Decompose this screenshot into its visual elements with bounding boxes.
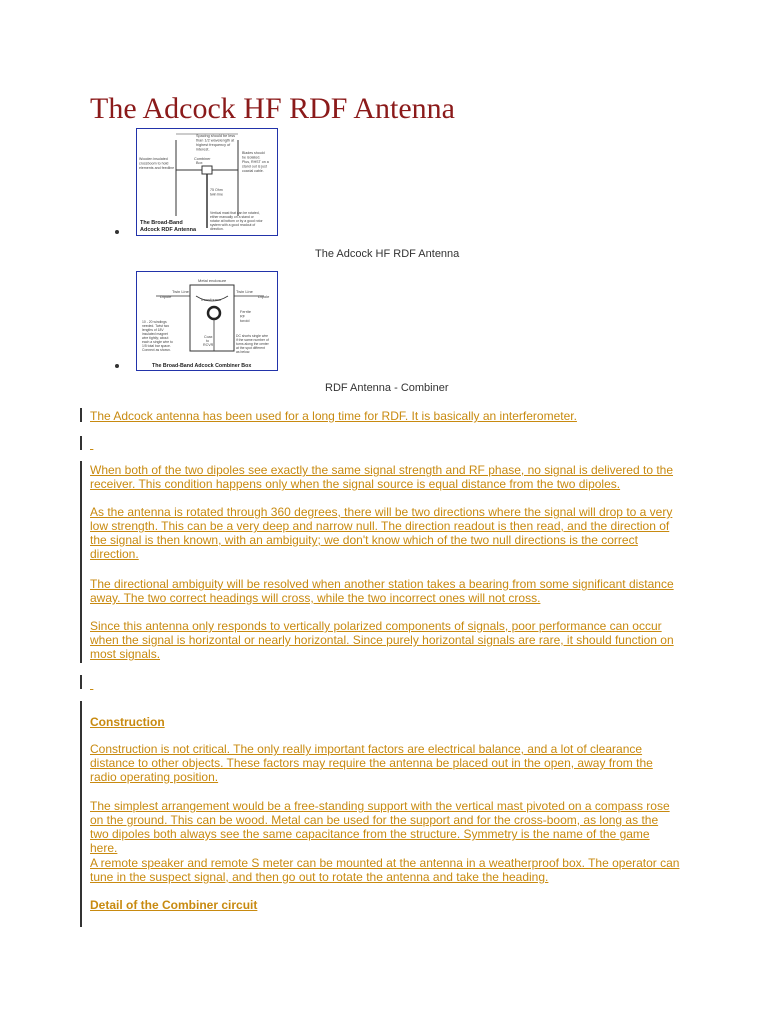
combiner-diagram-label: The Broad-Band Adcock Combiner Box <box>152 363 252 369</box>
list-bullet <box>115 230 119 234</box>
left-note: Wooden insulated <box>139 157 168 161</box>
page-title: The Adcock HF RDF Antenna <box>90 92 455 125</box>
shorts-note: DC shorts single wire <box>236 334 269 338</box>
combiner-note: Combiner <box>194 157 211 161</box>
paragraph-simplest-arrangement[interactable]: The simplest arrangement would be a free-standing support with the vertical mast pivoted on a compass rose on the ground. This can be wood. Metal can be used for the support and for the cross-boom, as long as the two dipoles both always see the same capacitance from the structure. Symmetry is the name of the game here. <box>90 799 670 855</box>
svg-text:turns along the center: turns along the center <box>236 342 269 346</box>
twin-line-left: Twin Line <box>172 289 189 294</box>
svg-text:Connect as shown.: Connect as shown. <box>142 348 171 352</box>
paragraph-polarization[interactable]: Since this antenna only responds to vertically polarized components of signals, poor performance can occur when the signal is horizontal or nearly horizontal. Since purely horizontal signals are rare, it should function on most signals. <box>90 619 674 661</box>
svg-text:toroid: toroid <box>240 319 250 323</box>
dipole-right: Dipole <box>258 294 270 299</box>
svg-text:than 1/2 wavelength at: than 1/2 wavelength at <box>196 138 235 143</box>
svg-text:wire tightly; about: wire tightly; about <box>142 336 169 340</box>
metal-enclosure-label: Metal enclosure <box>198 278 227 283</box>
right-note: Blades should <box>242 151 265 155</box>
construction-heading[interactable]: Construction <box>90 715 165 729</box>
svg-text:needed. Twist two: needed. Twist two <box>142 324 170 328</box>
coax-note: 75 Ohm <box>210 188 223 192</box>
quote-rule <box>80 461 82 663</box>
paragraph-rotation[interactable]: As the antenna is rotated through 360 degrees, there will be two directions where the signal will drop to a very low strength. This can be a very deep and narrow null. The direction readout is then read, and the direction of the signal is then known, with an ambiguity; we don't know which of the two null directions is the correct direction. <box>90 505 673 561</box>
svg-text:be isolated.: be isolated. <box>242 155 261 160</box>
paragraph-construction-critical[interactable]: Construction is not critical. The only really important factors are electrical balance, and a lot of clearance distance to other objects. These factors may require the antenna be placed out in the open, away from the radio operating position. <box>90 742 653 784</box>
svg-text:1/5 total bar space.: 1/5 total bar space. <box>142 344 171 348</box>
intro-paragraph[interactable]: The Adcock antenna has been used for a long time for RDF. It is basically an interferometer. <box>90 409 577 423</box>
spacer-link[interactable] <box>90 437 680 451</box>
figure-caption: The Adcock HF RDF Antenna <box>315 248 460 260</box>
quote-rule <box>80 436 82 450</box>
svg-text:each a single wire to: each a single wire to <box>142 340 173 344</box>
svg-text:interest.: interest. <box>196 147 210 152</box>
svg-text:RF: RF <box>240 314 246 319</box>
ferrite-label: Ferrite <box>240 310 251 314</box>
combiner-diagram <box>136 271 278 371</box>
svg-text:at the spot different: at the spot different <box>236 346 265 350</box>
svg-text:Plus, RHST on a: Plus, RHST on a <box>242 160 269 164</box>
paragraph-ambiguity[interactable]: The directional ambiguity will be resolved when another station takes a bearing from some significant distance away. The two correct headings will cross, while the two incorrect ones will not cross. <box>90 577 674 605</box>
svg-text:RCVR: RCVR <box>203 343 214 347</box>
svg-text:insulated magnet: insulated magnet <box>142 332 168 336</box>
paragraph-remote-speaker[interactable]: A remote speaker and remote S meter can be mounted at the antenna in a weatherproof box. The operator can tune in the suspect signal, and then go out to rotate the antenna and take the heading. <box>90 856 680 884</box>
mast-note: Vertical mast that can be rotated, <box>210 211 260 215</box>
coax-rcvr-label: Coax <box>204 335 213 339</box>
quote-rule <box>80 701 82 927</box>
paragraph-null-condition[interactable]: When both of the two dipoles see exactly the same signal strength and RF phase, no signal is delivered to the receiver. This condition happens only when the signal source is equal distance from the two dipoles. <box>90 463 674 491</box>
antenna-diagram <box>136 128 278 236</box>
svg-text:highest frequency of: highest frequency of <box>196 143 231 147</box>
dipole-left: Dipole <box>160 294 172 299</box>
twin-line-right: Twin Line <box>236 289 253 294</box>
svg-text:if the same number of: if the same number of <box>236 338 269 342</box>
svg-text:direction.: direction. <box>210 227 224 231</box>
figure-caption: RDF Antenna - Combiner <box>325 382 449 394</box>
svg-text:elements and feedline: elements and feedline <box>139 166 175 170</box>
diagram-label-line1: The Broad-Band <box>140 220 183 226</box>
diagram-label-line2: Adcock RDF Antenna <box>140 227 197 233</box>
quote-rule <box>80 675 82 689</box>
quote-rule <box>80 408 82 422</box>
svg-text:to: to <box>206 339 209 343</box>
svg-text:stand out is just: stand out is just <box>242 164 267 169</box>
svg-text:coaxial cable.: coaxial cable. <box>242 169 264 173</box>
spacer-link[interactable] <box>90 677 680 691</box>
svg-text:twin line: twin line <box>210 192 223 197</box>
svg-text:either manually on a stand or: either manually on a stand or <box>210 215 254 219</box>
transformer-label: Transformer <box>200 297 222 302</box>
svg-text:Box: Box <box>196 161 203 165</box>
svg-text:system with a good readout of: system with a good readout of <box>210 223 256 227</box>
windings-note: 10 - 20 windings <box>142 320 167 324</box>
spacing-note-line1: Spacing should be less <box>196 134 236 138</box>
svg-text:as below.: as below. <box>236 350 251 354</box>
svg-text:crossboom to hold: crossboom to hold <box>139 161 169 166</box>
combiner-detail-heading[interactable]: Detail of the Combiner circuit <box>90 898 258 912</box>
svg-text:rotator at bottom or by a good: rotator at bottom or by a good rotor <box>210 219 263 223</box>
svg-text:lengths of 18V: lengths of 18V <box>142 328 164 332</box>
list-bullet <box>115 364 119 368</box>
